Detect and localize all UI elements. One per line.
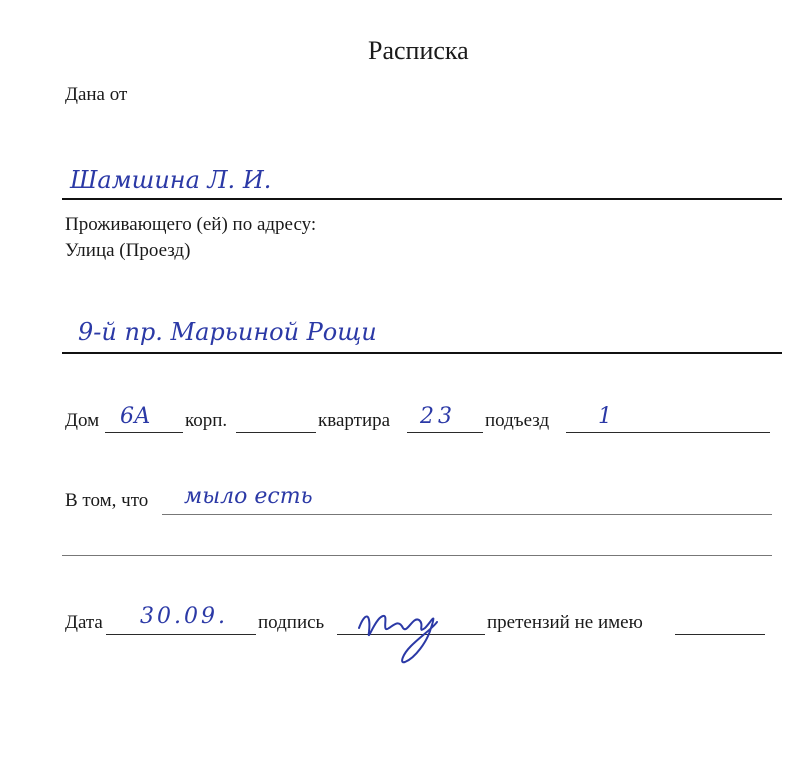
claims-label: претензий не имею	[487, 612, 643, 633]
apartment-label: квартира	[318, 410, 391, 431]
entrance-value: 1	[598, 404, 612, 429]
residing-label: Проживающего (ей) по адресу:	[65, 214, 317, 235]
reason-line	[162, 514, 772, 515]
house-value: 6А	[120, 404, 151, 429]
apartment-line	[407, 432, 483, 433]
reason-label: В том, что	[65, 490, 149, 511]
signature-label: подпись	[258, 612, 325, 633]
house-label: Дом	[65, 410, 100, 431]
date-label: Дата	[65, 612, 103, 633]
building-label: корп.	[185, 410, 228, 431]
claims-line	[675, 634, 765, 635]
signature-mark	[345, 598, 455, 668]
date-value: 30.09.	[140, 604, 228, 629]
entrance-label: подъезд	[485, 410, 550, 431]
entrance-line	[566, 432, 770, 433]
house-line	[105, 432, 183, 433]
date-line	[106, 634, 256, 635]
receipt-title: Расписка	[368, 36, 469, 65]
building-line	[236, 432, 316, 433]
given-by-label: Дана от	[65, 84, 128, 105]
street-line	[62, 352, 782, 354]
reason-line-2	[62, 555, 772, 556]
given-by-value: Шамшина Л. И.	[70, 166, 272, 194]
street-value: 9-й пр. Марьиной Рощи	[78, 318, 377, 346]
street-label: Улица (Проезд)	[65, 240, 191, 261]
reason-value: мыло есть	[184, 484, 313, 509]
apartment-value: 23	[420, 404, 456, 429]
given-by-line	[62, 198, 782, 200]
